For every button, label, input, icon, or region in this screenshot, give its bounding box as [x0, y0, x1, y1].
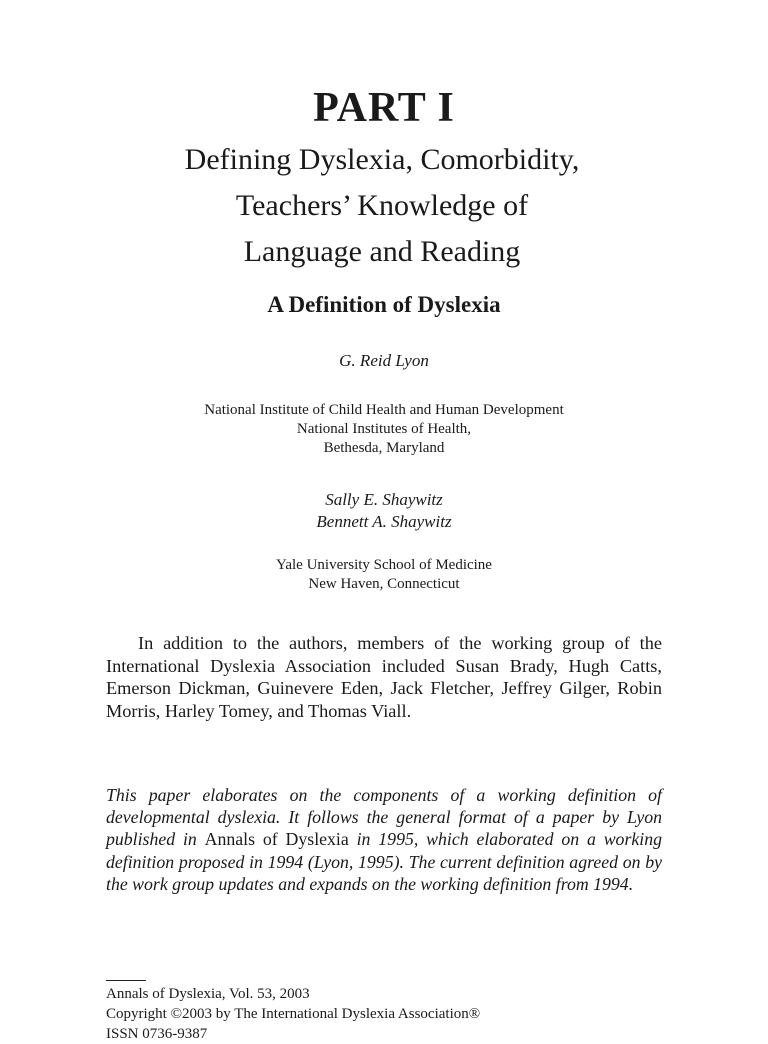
affiliation-line: Yale University School of Medicine	[276, 557, 492, 573]
author-affiliation	[0, 401, 768, 458]
affiliation-line: Bethesda, Maryland	[323, 440, 445, 456]
author-name-line: Bennett A. Shaywitz	[316, 512, 452, 531]
footnote-issn: ISSN 0736-9387	[106, 1026, 208, 1042]
part-title-line: Teachers’ Knowledge of	[235, 189, 529, 222]
acknowledgment-paragraph: In addition to the authors, members of the working group of the International Dyslexia Association included Susan Brady, Hugh Catts, Emerson Dickman, Guinevere Eden, Jack Fletcher, Jeffrey Gilger, Robin Morris, Harley Tomey, and Thomas Viall.	[106, 633, 662, 721]
abstract-text: in 1995, which elaborated on a working definition proposed in 1994 (Lyon, 1995). The current definition agreed on by the work group updates and expands on the working definition from 1994.	[106, 829, 662, 894]
affiliation-line: New Haven, Connecticut	[308, 576, 460, 592]
author-affiliation	[0, 556, 768, 594]
footnote-journal: Annals of Dyslexia, Vol. 53, 2003	[106, 986, 310, 1002]
part-title	[0, 137, 766, 275]
part-title-line: Defining Dyslexia, Comorbidity,	[184, 143, 580, 176]
affiliation-line: National Institutes of Health,	[296, 421, 472, 437]
article-title: A Definition of Dyslexia	[267, 292, 501, 317]
affiliation-line: National Institute of Child Health and Human Development	[204, 402, 564, 418]
abstract-journal-name: Annals of Dyslexia	[204, 829, 349, 850]
part-title-line: Language and Reading	[243, 235, 521, 268]
author-name-line: Sally E. Shaywitz	[325, 490, 443, 509]
abstract-paragraph	[106, 784, 662, 895]
author-name	[0, 350, 768, 372]
abstract-text: This paper elaborates on the components of a working definition of developmental dyslexia. It follows the general format of a paper by Lyon published in	[106, 785, 662, 850]
author-name-line: G. Reid Lyon	[339, 351, 429, 370]
author-names	[0, 489, 768, 533]
part-label: PART I	[313, 85, 455, 131]
footnote-rule	[106, 980, 146, 981]
footnote-copyright: Copyright ©2003 by The International Dyslexia Association®	[106, 1006, 481, 1022]
footnote	[106, 984, 481, 1042]
